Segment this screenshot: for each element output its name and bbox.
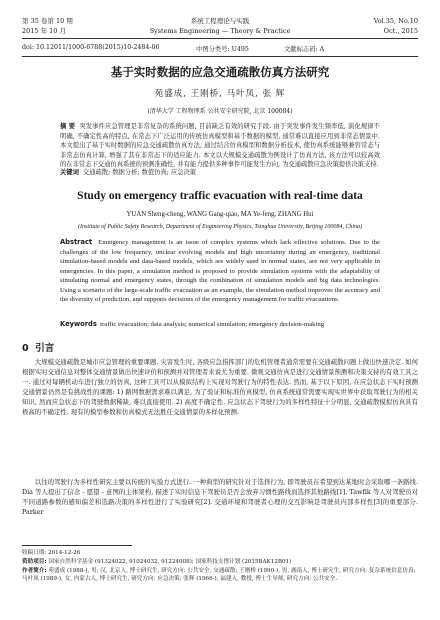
affiliation-en: (Institute of Public Safety Research, Department of Engineering Physics, Tsinghua University, Beijing 100084, China) bbox=[77, 224, 362, 230]
authors-en: YUAN Sheng-cheng, WANG Gang-qiao, MA Ye-feng, ZHANG Hui bbox=[126, 211, 314, 218]
footnote-author-label: 作者简介: bbox=[22, 568, 47, 574]
keywords-cn bbox=[60, 168, 380, 178]
doi: doi: 10.12011/1000-6788(2015)10-2484-06 bbox=[22, 44, 160, 51]
abstract-cn-text: 突发事件应急管理是非常复杂的系统问题, 目前缺乏有效的研究手段. 由于突发事件发生频率低, 演化规律不明确, 不确定性高的特点, 在常态下广泛运用的传统仿真模型和基于数据的模型, 通常难以直接应用到非常态情景中. 本文提出了基于实时数据的应急交通疏散仿真方法, 通过结合仿真模型和数据分析技术, 使仿真系统能够兼容常态与非常态仿真计算, 增强了其在非常态下的适应能力. 本文以大规模交通疏散为例设计了仿真方法, 该方法可以较高效的在非常态下交通仿真系统的预测准确性, 并有能力提供多种事件可能发生方向, 为交通疏散应急决策提供决策支持. bbox=[60, 123, 380, 169]
journal-name-cn: 系统工程理论与实践 bbox=[190, 17, 250, 25]
title-cn: 基于实时数据的应急交通疏散仿真方法研究 bbox=[110, 65, 330, 79]
abstract-en-label: Abstract bbox=[60, 238, 93, 246]
doc-code: 文献标志码: A bbox=[284, 46, 325, 53]
footnote-funding-text: 国家自然科学基金 (91324022, 91024032, 91224008); 国家科技支撑计划 (2015BAK12B01) bbox=[48, 559, 292, 565]
abstract-cn bbox=[60, 122, 380, 170]
title-en: Study on emergency traffic evacuation with real-time data bbox=[77, 190, 363, 202]
keywords-cn-label: 关键词 bbox=[60, 169, 79, 176]
footnote-funding bbox=[22, 558, 418, 566]
section-number: 0 bbox=[22, 343, 29, 354]
authors-cn: 苑盛成, 王刚桥, 马叶凤, 张 辉 bbox=[154, 89, 286, 99]
journal-name-en: Systems Engineering — Theory & Practice bbox=[149, 27, 291, 35]
meta-rule bbox=[22, 56, 418, 57]
abstract-en bbox=[60, 238, 380, 305]
date-cn: 2015 年 10 月 bbox=[22, 27, 67, 35]
section-title: 引言 bbox=[35, 343, 55, 354]
paragraph-1: 大规模交通疏散是城市应急管理的重要课题. 灾害发生时, 各级应急指挥部门的危机管理者通常需要在交通疏散问题上做出快速决定. 如何根据实时交通信息对整体交通情景做出快速评价和预测并对管理者来说尤为重要. 微观交通仿真是进行交通情景预测和决策支持的有效工具之一. 通过对每辆机动车进行独立的仿真, 这种工具可以从模拟结构上实现对驾驶行为的特性表达. 然而, 基于以下原因, 在应急状态下实时预测交通情景仍然是有挑战性的课题: 1) 路网数据需求难以满足, 为了验证和标准仿真模型, 仿真系统通常需要实现实世界中获取驾驶行为的相关知识, 然而应急状态下的驾驶数据稀缺, 难以直接使用. 2) 高度不确定性. 应急状态下驾驶行为的多样性特征十分明显, 交通疏散模拟仿真具有极高的不确定性. 现有的模型参数和仿真模式无法胜任交通情景的多样化预测. bbox=[22, 358, 418, 416]
clc-number: 中图分类号: U495 bbox=[196, 46, 249, 53]
footnote-funding-label: 资助项目: bbox=[22, 559, 47, 565]
footnote-author bbox=[22, 567, 418, 584]
keywords-cn-text: 交通疏散; 数据分析; 数值仿真; 应急决策 bbox=[82, 169, 197, 176]
date-en: Oct., 2015 bbox=[383, 27, 418, 35]
keywords-en-text: traffic evacuation; data analysis; numerical simulation; emergency decision-making bbox=[100, 321, 325, 328]
volume-en: Vol.35, No.10 bbox=[373, 17, 418, 25]
footnote-received: 收稿日期: 2014-12-26 bbox=[22, 550, 81, 556]
header-rule bbox=[22, 38, 418, 39]
footnote-author-text: 苑盛成 (1988-), 男, 汉, 北京人, 博士研究生, 研究方向: 公共安全, 交通疏散; 王刚桥 (1990-), 男, 湖南人, 博士研究生, 研究方向: 复杂系统信息仿真; 马叶凤 (1989-), 女, 内蒙古人, 博士研究生, 研究方向: 应急决策; 张辉 (1966-), 福建人, 教授, 博士生导师, 研究方向: 公共安全. bbox=[22, 568, 416, 583]
volume-cn: 第 35 卷第 10 期 bbox=[22, 17, 73, 25]
footnote-rule bbox=[22, 545, 132, 546]
abstract-en-text: Emergency management is an issue of complex systems which lack effective solutions. Due to the challenges of the low frequency, unclear evolving models and high uncertainty during an emergency, traditional simulation-based models and data-based models, which are widely used in normal states, are not very applicable in emergencies. In this paper, a simulation method is proposed to provide simulation systems with the adaptability of simulating normal and emergency states, through the combination of simulation models and big data technologies. Using a scenario of the large-scale traffic evacuation as an example, the simulation method improves the accuracy and the diversity of prediction, and supports decisions of the emergency management for traffic evacuations. bbox=[60, 239, 380, 303]
affiliation-cn: (清华大学 工程物理系 公共安全研究院, 北京 100084) bbox=[147, 108, 293, 115]
keywords-en-label: Keywords bbox=[60, 320, 97, 328]
article-meta bbox=[22, 44, 418, 53]
abstract-cn-label: 摘 要 bbox=[60, 123, 76, 130]
section-heading bbox=[22, 340, 54, 354]
keywords-en bbox=[60, 320, 380, 330]
paragraph-2: 以往的驾驶行为多样性研究主要以传统的实验方式进行. 一种典型的研究针对于选择行为, 即驾驶员在希望到达某地时会采取哪一条路线. Dia 等人提出了信念 - 愿望 - 意图的主体架构, 描述了实时信息下驾驶员是否会放弃习惯性路线而选择其他路线[1]. Tawfik 等人对驾驶员对不同道路参数的感知偏差和选路决策的多样性进行了实验研究[2]. 交通环境和驾驶者心理的交互影响是驾驶员内部多样性[3]的重要部分. Parker bbox=[22, 478, 418, 516]
